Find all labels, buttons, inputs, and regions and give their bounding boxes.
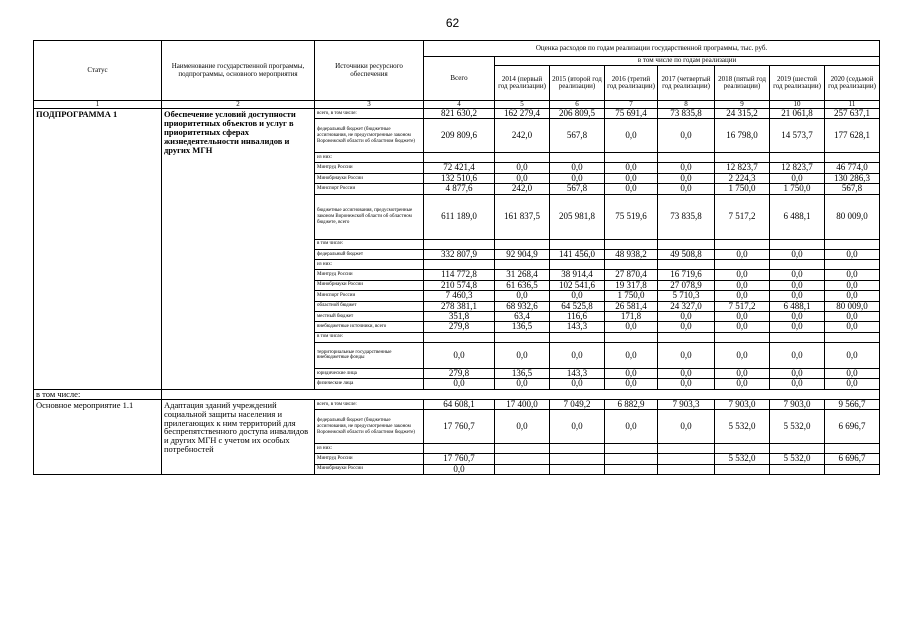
value-cell: 17 760,7 (424, 410, 495, 444)
value-cell (825, 332, 880, 342)
value-cell: 351,8 (424, 311, 495, 321)
column-number: 2 (162, 101, 315, 109)
value-cell: 102 541,6 (550, 280, 605, 290)
value-cell: 161 837,5 (495, 194, 550, 239)
value-cell (605, 464, 658, 474)
table-row (34, 109, 880, 119)
value-cell: 567,8 (825, 184, 880, 194)
status-cell: ПОДПРОГРАММА 1 (34, 109, 162, 390)
value-cell: 136,5 (495, 368, 550, 378)
value-cell: 7 903,0 (715, 399, 770, 409)
value-cell: 0,0 (825, 249, 880, 259)
value-cell: 5 532,0 (770, 454, 825, 464)
value-cell: 0,0 (550, 173, 605, 183)
value-cell (825, 444, 880, 454)
value-cell: 7 517,2 (715, 301, 770, 311)
header-year: 2018 (пятый год реализации) (715, 66, 770, 101)
value-cell: 0,0 (550, 342, 605, 368)
source-cell: федеральный бюджет (бюджетные ассигнования, не предусмотренные законом Воронежской области об областном бюджете) (315, 410, 424, 444)
value-cell: 0,0 (495, 410, 550, 444)
source-cell: всего, в том числе: (315, 109, 424, 119)
value-cell: 5 532,0 (770, 410, 825, 444)
value-cell: 0,0 (605, 173, 658, 183)
value-cell: 26 581,4 (605, 301, 658, 311)
value-cell: 0,0 (715, 322, 770, 332)
value-cell: 0,0 (605, 184, 658, 194)
value-cell: 16 798,0 (715, 119, 770, 153)
value-cell (770, 444, 825, 454)
value-cell: 116,6 (550, 311, 605, 321)
source-cell: физические лица (315, 379, 424, 389)
column-number: 4 (424, 101, 495, 109)
value-cell (770, 260, 825, 270)
value-cell: 0,0 (715, 311, 770, 321)
value-cell (495, 444, 550, 454)
value-cell: 63,4 (495, 311, 550, 321)
header-year: 2020 (седьмой год реализации) (825, 66, 880, 101)
header-year: 2016 (третий год реализации) (605, 66, 658, 101)
value-cell (770, 239, 825, 249)
header-year: 2019 (шестой год реализации) (770, 66, 825, 101)
header-year: 2014 (первый год реализации) (495, 66, 550, 101)
value-cell: 162 279,4 (495, 109, 550, 119)
value-cell: 4 877,6 (424, 184, 495, 194)
value-cell: 73 835,8 (658, 194, 715, 239)
value-cell (770, 464, 825, 474)
value-cell: 611 189,0 (424, 194, 495, 239)
empty-cell (162, 389, 880, 399)
value-cell: 7 517,2 (715, 194, 770, 239)
value-cell: 279,8 (424, 322, 495, 332)
value-cell: 0,0 (825, 311, 880, 321)
value-cell: 24 327,0 (658, 301, 715, 311)
source-cell: Минобрнауки России (315, 280, 424, 290)
value-cell (424, 153, 495, 163)
value-cell: 27 078,9 (658, 280, 715, 290)
value-cell: 0,0 (770, 249, 825, 259)
value-cell (715, 153, 770, 163)
value-cell (715, 464, 770, 474)
value-cell: 0,0 (495, 379, 550, 389)
value-cell: 242,0 (495, 119, 550, 153)
source-cell: из них: (315, 260, 424, 270)
status-cell: Основное мероприятие 1.1 (34, 399, 162, 474)
value-cell: 0,0 (658, 173, 715, 183)
value-cell: 17 400,0 (495, 399, 550, 409)
value-cell: 143,3 (550, 368, 605, 378)
program-name-cell: Обеспечение условий доступности приоритетных объектов и услуг в приоритетных сферах жизнедеятельности инвалидов и других МГН (162, 109, 315, 390)
value-cell: 0,0 (605, 368, 658, 378)
table-row (34, 389, 880, 399)
value-cell: 75 519,6 (605, 194, 658, 239)
value-cell (825, 464, 880, 474)
program-name-cell: Адаптация зданий учреждений социальной защиты населения и прилегающих к ним территорий для беспрепятственного доступа инвалидов и других МГН с учетом их особых потребностей (162, 399, 315, 474)
value-cell: 38 914,4 (550, 270, 605, 280)
value-cell (495, 454, 550, 464)
header-total: Всего (424, 57, 495, 101)
page-number: 62 (445, 16, 460, 30)
value-cell: 0,0 (715, 342, 770, 368)
value-cell: 73 835,8 (658, 109, 715, 119)
value-cell (658, 153, 715, 163)
header-estimate: Оценка расходов по годам реализации государственной программы, тыс. руб. (424, 41, 880, 57)
value-cell (605, 260, 658, 270)
value-cell: 17 760,7 (424, 454, 495, 464)
source-cell: из них: (315, 444, 424, 454)
header-sources: Источники ресурсного обеспечения (315, 41, 424, 101)
value-cell: 0,0 (605, 379, 658, 389)
value-cell: 27 870,4 (605, 270, 658, 280)
value-cell: 75 691,4 (605, 109, 658, 119)
value-cell: 7 903,3 (658, 399, 715, 409)
value-cell: 7 460,3 (424, 291, 495, 301)
value-cell (550, 464, 605, 474)
value-cell: 0,0 (825, 291, 880, 301)
value-cell: 0,0 (424, 379, 495, 389)
value-cell: 0,0 (770, 311, 825, 321)
value-cell: 0,0 (658, 410, 715, 444)
value-cell (495, 464, 550, 474)
value-cell: 0,0 (825, 342, 880, 368)
source-cell: в том числе: (315, 332, 424, 342)
value-cell: 0,0 (605, 163, 658, 173)
value-cell: 0,0 (550, 410, 605, 444)
value-cell (770, 332, 825, 342)
table-row (34, 399, 880, 409)
value-cell: 7 903,0 (770, 399, 825, 409)
value-cell: 12 823,7 (770, 163, 825, 173)
value-cell: 0,0 (550, 291, 605, 301)
value-cell: 130 286,3 (825, 173, 880, 183)
header-name: Наименование государственной программы, подпрограммы, основного мероприятия (162, 41, 315, 101)
value-cell: 6 882,9 (605, 399, 658, 409)
value-cell: 567,8 (550, 119, 605, 153)
source-cell: Минобрнауки России (315, 173, 424, 183)
value-cell: 12 823,7 (715, 163, 770, 173)
value-cell: 2 224,3 (715, 173, 770, 183)
value-cell (605, 454, 658, 464)
value-cell: 14 573,7 (770, 119, 825, 153)
value-cell: 209 809,6 (424, 119, 495, 153)
value-cell: 0,0 (770, 368, 825, 378)
column-number: 5 (495, 101, 550, 109)
value-cell (658, 239, 715, 249)
value-cell: 0,0 (658, 322, 715, 332)
value-cell: 177 628,1 (825, 119, 880, 153)
value-cell (550, 454, 605, 464)
value-cell: 0,0 (495, 163, 550, 173)
value-cell: 24 315,2 (715, 109, 770, 119)
value-cell: 143,3 (550, 322, 605, 332)
value-cell: 5 532,0 (715, 410, 770, 444)
source-cell: Минобрнауки России (315, 464, 424, 474)
value-cell (658, 454, 715, 464)
source-cell: юридические лица (315, 368, 424, 378)
value-cell: 0,0 (825, 368, 880, 378)
column-number: 10 (770, 101, 825, 109)
value-cell: 257 637,1 (825, 109, 880, 119)
header-year: 2015 (второй год реализации) (550, 66, 605, 101)
column-number: 6 (550, 101, 605, 109)
value-cell: 49 508,8 (658, 249, 715, 259)
section-label: в том числе: (34, 389, 162, 399)
source-cell: в том числе: (315, 239, 424, 249)
budget-table (33, 40, 880, 475)
value-cell: 0,0 (550, 379, 605, 389)
value-cell: 0,0 (495, 291, 550, 301)
value-cell (658, 260, 715, 270)
value-cell: 1 750,0 (715, 184, 770, 194)
value-cell: 6 488,1 (770, 301, 825, 311)
value-cell: 332 807,9 (424, 249, 495, 259)
value-cell (605, 332, 658, 342)
value-cell (424, 260, 495, 270)
value-cell: 0,0 (770, 173, 825, 183)
value-cell: 132 510,6 (424, 173, 495, 183)
value-cell (825, 153, 880, 163)
value-cell: 0,0 (770, 291, 825, 301)
value-cell: 6 696,7 (825, 454, 880, 464)
value-cell: 64 525,8 (550, 301, 605, 311)
column-number: 9 (715, 101, 770, 109)
value-cell (550, 239, 605, 249)
value-cell: 0,0 (424, 464, 495, 474)
source-cell: Минтруд России (315, 270, 424, 280)
value-cell (424, 332, 495, 342)
value-cell: 68 932,6 (495, 301, 550, 311)
column-number: 7 (605, 101, 658, 109)
value-cell: 6 696,7 (825, 410, 880, 444)
value-cell (605, 153, 658, 163)
source-cell: федеральный бюджет (бюджетные ассигнования, не предусмотренные законом Воронежской области об областном бюджете) (315, 119, 424, 153)
value-cell: 5 710,3 (658, 291, 715, 301)
value-cell: 61 636,5 (495, 280, 550, 290)
source-cell: бюджетные ассигнования, предусмотренные законом Воронежской области об областном бюджете, всего (315, 194, 424, 239)
value-cell (550, 153, 605, 163)
value-cell: 567,8 (550, 184, 605, 194)
column-number: 8 (658, 101, 715, 109)
value-cell: 206 809,5 (550, 109, 605, 119)
value-cell (825, 260, 880, 270)
value-cell: 0,0 (605, 410, 658, 444)
value-cell (495, 332, 550, 342)
header-status: Статус (34, 41, 162, 101)
value-cell: 136,5 (495, 322, 550, 332)
value-cell (658, 444, 715, 454)
value-cell: 16 719,6 (658, 270, 715, 280)
value-cell: 0,0 (550, 163, 605, 173)
value-cell (715, 260, 770, 270)
value-cell: 0,0 (658, 379, 715, 389)
value-cell: 0,0 (715, 270, 770, 280)
value-cell: 64 608,1 (424, 399, 495, 409)
value-cell: 0,0 (658, 184, 715, 194)
value-cell: 9 566,7 (825, 399, 880, 409)
value-cell: 0,0 (658, 368, 715, 378)
value-cell: 5 532,0 (715, 454, 770, 464)
source-cell: Минспорт России (315, 291, 424, 301)
value-cell: 19 317,8 (605, 280, 658, 290)
value-cell: 0,0 (605, 119, 658, 153)
value-cell (715, 444, 770, 454)
value-cell: 821 630,2 (424, 109, 495, 119)
value-cell: 31 268,4 (495, 270, 550, 280)
value-cell (825, 239, 880, 249)
value-cell: 0,0 (770, 322, 825, 332)
value-cell: 0,0 (770, 270, 825, 280)
value-cell: 0,0 (658, 119, 715, 153)
value-cell: 0,0 (658, 342, 715, 368)
source-cell: федеральный бюджет (315, 249, 424, 259)
value-cell (605, 239, 658, 249)
value-cell: 278 381,1 (424, 301, 495, 311)
header-including-years: в том числе по годам реализации (495, 57, 880, 66)
value-cell: 0,0 (825, 322, 880, 332)
value-cell: 7 049,2 (550, 399, 605, 409)
value-cell: 48 938,2 (605, 249, 658, 259)
value-cell: 0,0 (770, 280, 825, 290)
value-cell: 210 574,8 (424, 280, 495, 290)
value-cell (424, 444, 495, 454)
value-cell: 0,0 (715, 249, 770, 259)
value-cell: 0,0 (825, 270, 880, 280)
value-cell: 279,8 (424, 368, 495, 378)
value-cell (550, 260, 605, 270)
source-cell: из них: (315, 153, 424, 163)
value-cell: 80 009,0 (825, 194, 880, 239)
value-cell: 0,0 (825, 280, 880, 290)
source-cell: Минспорт России (315, 184, 424, 194)
value-cell (658, 332, 715, 342)
value-cell (715, 332, 770, 342)
value-cell: 46 774,0 (825, 163, 880, 173)
value-cell: 21 061,8 (770, 109, 825, 119)
value-cell: 242,0 (495, 184, 550, 194)
value-cell: 0,0 (770, 342, 825, 368)
value-cell: 171,8 (605, 311, 658, 321)
value-cell: 80 009,0 (825, 301, 880, 311)
value-cell: 72 421,4 (424, 163, 495, 173)
source-cell: местный бюджет (315, 311, 424, 321)
column-number: 11 (825, 101, 880, 109)
value-cell: 0,0 (715, 379, 770, 389)
value-cell (424, 239, 495, 249)
value-cell: 0,0 (658, 311, 715, 321)
header-year: 2017 (четвертый год реализации) (658, 66, 715, 101)
value-cell: 0,0 (825, 379, 880, 389)
value-cell: 0,0 (715, 291, 770, 301)
value-cell: 114 772,8 (424, 270, 495, 280)
value-cell: 141 456,0 (550, 249, 605, 259)
value-cell: 0,0 (495, 173, 550, 183)
source-cell: областной бюджет (315, 301, 424, 311)
value-cell: 0,0 (605, 342, 658, 368)
column-number: 3 (315, 101, 424, 109)
value-cell: 6 488,1 (770, 194, 825, 239)
value-cell (495, 153, 550, 163)
source-cell: всего, в том числе: (315, 399, 424, 409)
value-cell (715, 239, 770, 249)
value-cell: 0,0 (715, 280, 770, 290)
value-cell: 92 904,9 (495, 249, 550, 259)
source-cell: внебюджетные источники, всего (315, 322, 424, 332)
value-cell: 0,0 (605, 322, 658, 332)
value-cell (770, 153, 825, 163)
value-cell (550, 444, 605, 454)
value-cell (658, 464, 715, 474)
column-number: 1 (34, 101, 162, 109)
source-cell: Минтруд России (315, 454, 424, 464)
value-cell (550, 332, 605, 342)
value-cell: 0,0 (424, 342, 495, 368)
value-cell: 0,0 (658, 163, 715, 173)
source-cell: Минтруд России (315, 163, 424, 173)
value-cell: 1 750,0 (770, 184, 825, 194)
value-cell: 0,0 (495, 342, 550, 368)
value-cell: 1 750,0 (605, 291, 658, 301)
source-cell: территориальные государственные внебюджетные фонды (315, 342, 424, 368)
value-cell (605, 444, 658, 454)
value-cell (495, 239, 550, 249)
value-cell: 0,0 (770, 379, 825, 389)
value-cell: 205 981,8 (550, 194, 605, 239)
value-cell (495, 260, 550, 270)
value-cell: 0,0 (715, 368, 770, 378)
